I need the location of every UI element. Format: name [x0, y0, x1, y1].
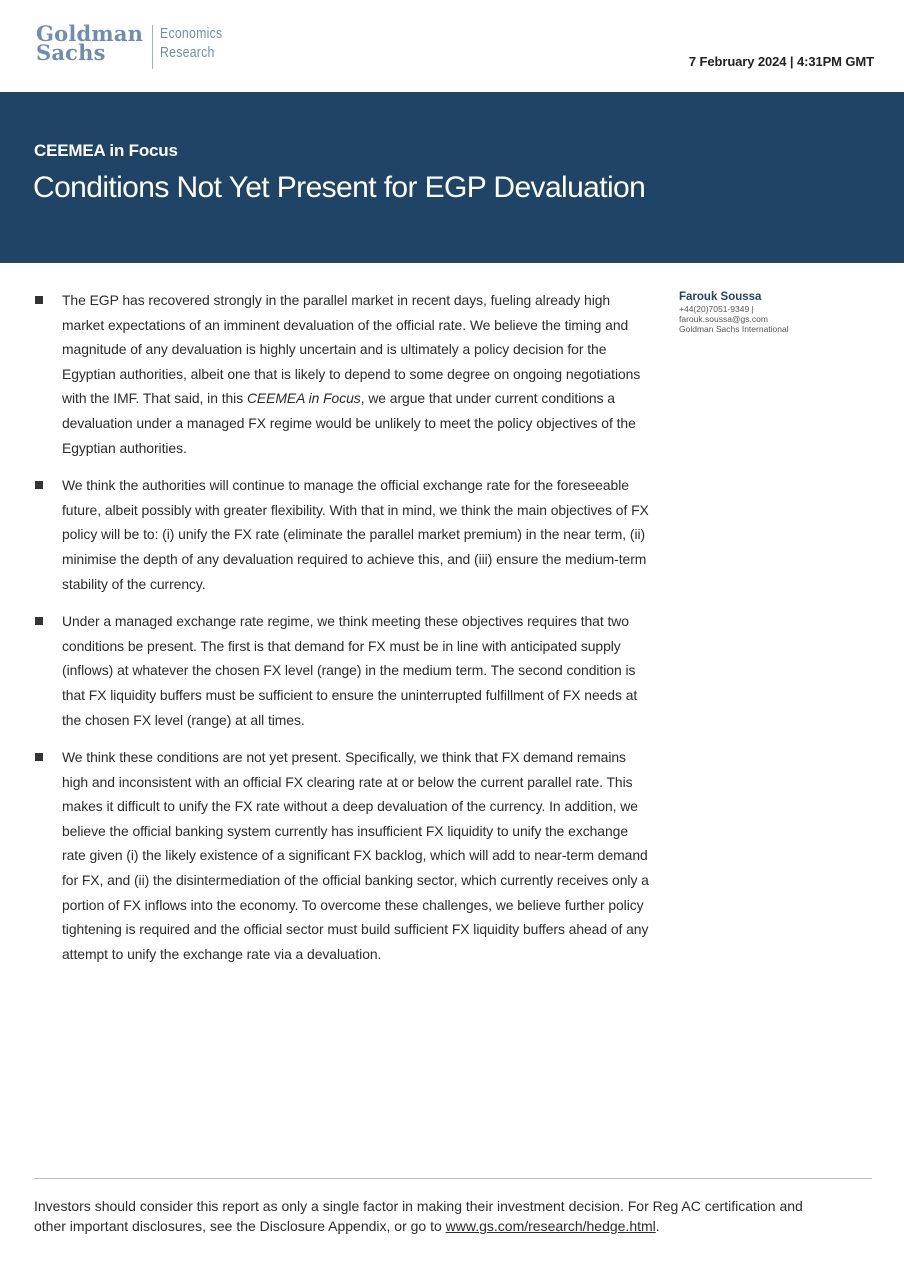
series-label: CEEMEA in Focus: [34, 141, 178, 160]
bullet-text: We think these conditions are not yet present. Specifically, we think that FX demand remains high and inconsistent with an official FX clearing rate at or below the current parallel rate. This makes it difficult to unify the FX rate without a deep devaluation of the currency. In addition, we believe the official banking system currently has insufficient FX liquidity to unify the exchange rate given (i) the likely existence of a significant FX backlog, which will add to near-term demand for FX, and (ii) the disintermediation of the official banking sector, which currently receives only a portion of FX inflows into the economy. To overcome these challenges, we believe further policy tightening is required and the official sector must build sufficient FX liquidity buffers ahead of any attempt to unify the exchange rate via a devaluation.: [62, 749, 649, 962]
bullet-text-before: The EGP has recovered strongly in the parallel market in recent days, fueling already high market expectations of an imminent devaluation of the official rate. We believe the timing and magnitude of any devaluation is highly uncertain and is ultimately a policy decision for the Egyptian authorities, albeit one that is likely to depend to some degree on ongoing negotiations with the IMF. That said, in this: [62, 292, 641, 407]
goldman-sachs-logo: [36, 21, 236, 69]
logo-unit-line2: Research: [160, 44, 215, 61]
disclosure-footer: [34, 1196, 834, 1236]
bullet-item: [34, 609, 652, 732]
logo-brand-line1: Goldman: [36, 21, 144, 46]
report-date: 7 February 2024 | 4:31PM GMT: [688, 54, 874, 69]
bullet-text: Under a managed exchange rate regime, we think meeting these objectives requires that two conditions be present. The first is that demand for FX must be in line with anticipated supply (inflows) at whatever the chosen FX level (range) in the medium term. The second condition is that FX liquidity buffers must be sufficient to ensure the uninterrupted fulfillment of FX needs at the chosen FX level (range) at all times.: [62, 613, 638, 728]
logo-unit-line1: Economics: [160, 25, 223, 42]
footer-suffix: .: [655, 1218, 660, 1234]
author-phone: +44(20)7051-9349 |: [679, 304, 754, 314]
author-name: Farouk Soussa: [679, 291, 762, 303]
summary-bullets: [34, 288, 652, 979]
author-email[interactable]: farouk.soussa@gs.com: [679, 314, 768, 324]
bullet-emphasis: CEEMEA in Focus: [246, 390, 361, 407]
bullet-item: [34, 473, 652, 596]
bullet-text: We think the authorities will continue to manage the official exchange rate for the foreseeable future, albeit possibly with greater flexibility. With that in mind, we think the main objectives of FX policy will be to: (i) unify the FX rate (eliminate the parallel market premium) in the near term, (ii) minimise the depth of any devaluation required to achieve this, and (iii) ensure the medium-term stability of the currency.: [62, 477, 649, 592]
logo-unit: [160, 24, 222, 62]
bullet-item: [34, 745, 652, 966]
square-bullet-icon: [35, 753, 43, 761]
author-block: [679, 290, 879, 334]
logo-brand: [36, 21, 144, 65]
footer-divider: [34, 1178, 872, 1179]
bullet-text-after: , we argue that under current conditions a devaluation under a managed FX regime would be unlikely to meet the policy objectives of the Egyptian authorities.: [62, 390, 636, 456]
footer-disclaimer: Investors should consider this report as only a single factor in making their investment decision. For Reg AC certification and other important disclosures, see the Disclosure Appendix, or go to: [34, 1198, 803, 1234]
author-entity: Goldman Sachs International: [679, 324, 789, 334]
bullet-item: [34, 288, 652, 460]
logo-divider: [152, 25, 153, 69]
logo-brand-line2: Sachs: [36, 40, 106, 65]
square-bullet-icon: [35, 296, 43, 304]
page-title: Conditions Not Yet Present for EGP Devaluation: [33, 171, 646, 204]
square-bullet-icon: [35, 617, 43, 625]
page-header: [0, 0, 904, 92]
square-bullet-icon: [35, 481, 43, 489]
title-banner: [0, 92, 904, 263]
disclosure-link[interactable]: www.gs.com/research/hedge.html: [445, 1218, 656, 1234]
